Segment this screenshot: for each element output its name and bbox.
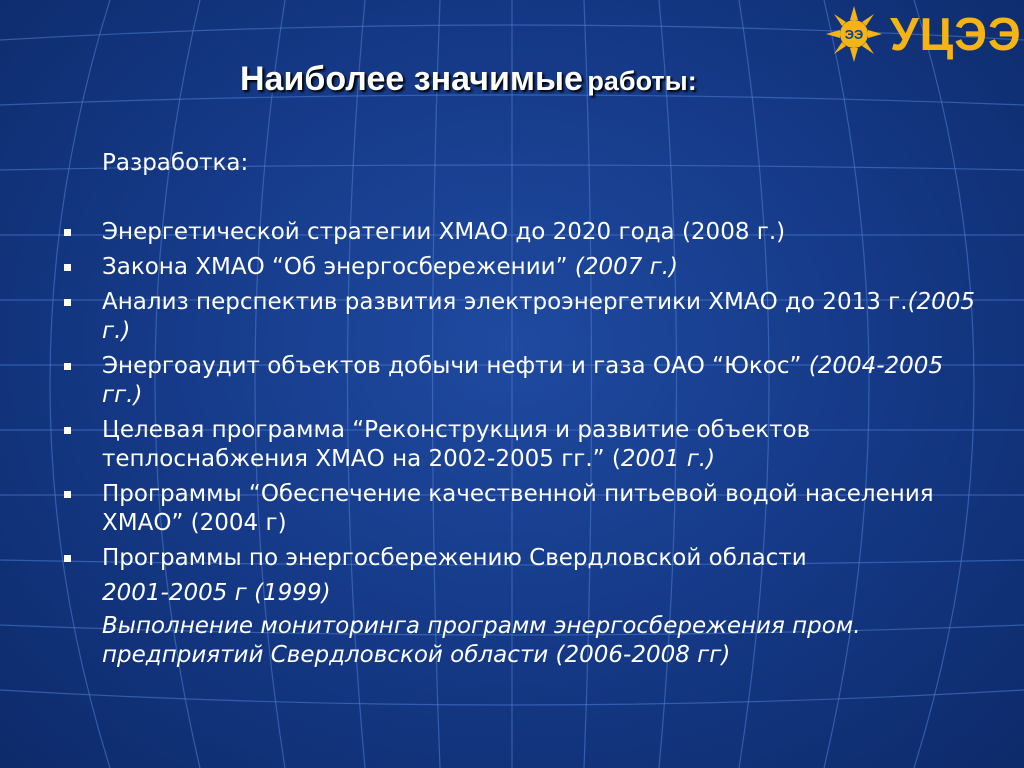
logo-text: УЦЭЭ (890, 8, 1022, 60)
bullet-icon (64, 427, 71, 434)
bullet-icon (64, 299, 71, 306)
continuation-monitoring: Выполнение мониторинга программ энергосбережения пром. предприятий Свердловской области (2006-2008 гг) (102, 613, 861, 668)
works-list (60, 218, 980, 670)
list-item: Целевая программа “Реконструкция и развитие объектов теплоснабжения ХМАО на 2002-2005 гг.” (2001 г.) (60, 416, 980, 474)
bullet-icon (64, 491, 71, 498)
list-item: Программы по энергосбережению Свердловской области (60, 544, 980, 573)
page-title (240, 60, 697, 99)
sun-emblem-icon (826, 6, 882, 62)
list-item: Энергоаудит объектов добычи нефти и газа ОАО “Юкос” (2004-2005 гг.) (60, 352, 980, 410)
list-item: Программы “Обеспечение качественной питьевой водой населения ХМАО” (2004 г) (60, 480, 980, 538)
bullet-icon (64, 555, 71, 562)
company-logo (826, 4, 1022, 64)
bullet-icon (64, 264, 71, 271)
title-suffix: работы: (587, 66, 697, 96)
intro-heading: Разработка: (102, 150, 249, 176)
emblem-letters: ЭЭ (844, 27, 864, 42)
title-main: Наиболее значимые (240, 60, 583, 98)
bullet-icon (64, 363, 71, 370)
list-item: Закона ХМАО “Об энергосбережении” (2007 г.) (60, 253, 980, 282)
list-item: Энергетической стратегии ХМАО до 2020 года (2008 г.) (60, 218, 980, 247)
continuation-years: 2001-2005 г (1999) (102, 580, 331, 606)
bullet-icon (64, 229, 71, 236)
list-item: Анализ перспектив развития электроэнергетики ХМАО до 2013 г.(2005 г.) (60, 288, 980, 346)
